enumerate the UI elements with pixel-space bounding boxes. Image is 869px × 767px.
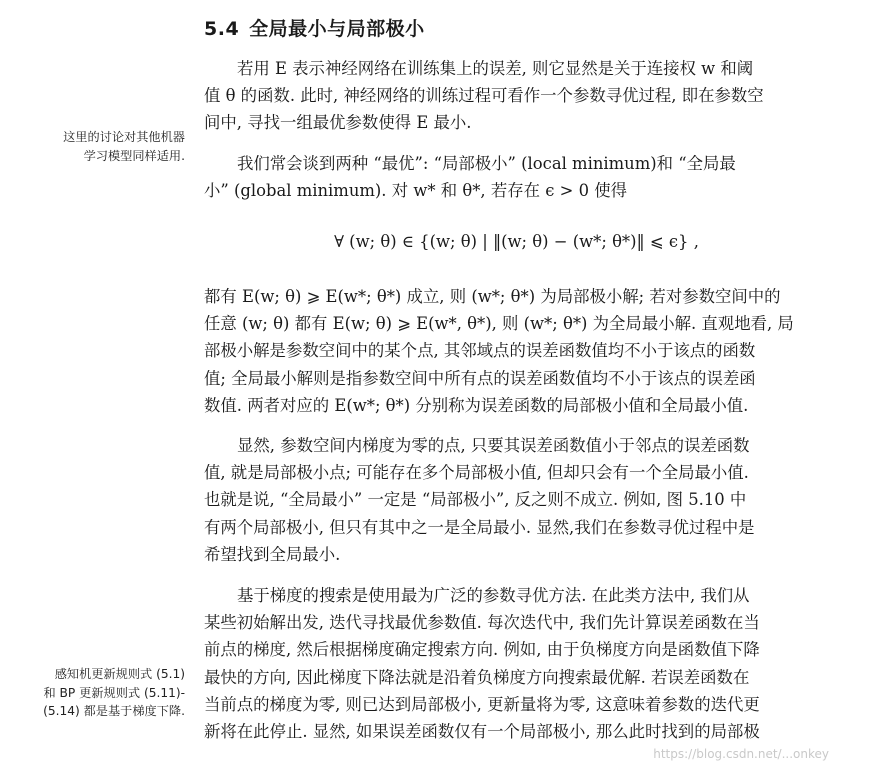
text-line: 也就是说, “全局最小” 一定是 “局部极小”, 反之则不成立. 例如, 图 5.10 中 — [204, 490, 747, 510]
text-line: 小” (global minimum). 对 w* 和 θ*, 若存在 ϵ > 0 使得 — [204, 181, 627, 201]
text-line: 基于梯度的搜索是使用最为广泛的参数寻优方法. 在此类方法中, 我们从 — [237, 586, 750, 605]
text-line: 新将在此停止. 显然, 如果误差函数仅有一个局部极小, 那么此时找到的局部极 — [204, 722, 760, 742]
section-number: 5.4 — [204, 18, 240, 40]
text-line: 数值. 两者对应的 E(w*; θ*) 分别称为误差函数的局部极小值和全局最小值. — [204, 395, 749, 415]
neighborhood-formula: ∀ (w; θ) ∈ {(w; θ) | ‖(w; θ) − (w*; θ*)‖ ⩽ ϵ} , — [334, 232, 699, 251]
margin-note — [20, 128, 185, 165]
section-title: 全局最小与局部极小 — [249, 18, 425, 40]
text-line: 值; 全局最小解则是指参数空间中所有点的误差函数值均不小于该点的误差函 — [204, 368, 756, 388]
text-line: 我们常会谈到两种 “最优”: “局部极小” (local minimum)和 “全局最 — [237, 154, 736, 173]
section-heading — [204, 14, 425, 41]
text-line: 值 θ 的函数. 此时, 神经网络的训练过程可看作一个参数寻优过程, 即在参数空 — [204, 86, 764, 106]
note-line: 感知机更新规则式 (5.1) — [54, 667, 185, 681]
text-line: 间中, 寻找一组最优参数使得 E 最小. — [204, 113, 472, 133]
text-line: 希望找到全局最小. — [204, 544, 341, 564]
text-line: 若用 E 表示神经网络在训练集上的误差, 则它显然是关于连接权 w 和阈 — [237, 59, 754, 78]
paragraph-definitions — [204, 283, 829, 419]
text-line: 当前点的梯度为零, 则已达到局部极小, 更新量将为零, 这意味着参数的迭代更 — [204, 694, 760, 714]
margin-note — [20, 665, 185, 721]
note-line: 学习模型同样适用. — [83, 148, 185, 163]
note-line: (5.14) 都是基于梯度下降. — [43, 704, 185, 718]
paragraph-gradient-search — [204, 582, 829, 745]
text-line: 有两个局部极小, 但只有其中之一是全局最小. 显然,我们在参数寻优过程中是 — [204, 517, 755, 537]
note-line: 和 BP 更新规则式 (5.11)- — [43, 685, 185, 700]
paragraph-optima — [204, 150, 829, 204]
text-line: 显然, 参数空间内梯度为零的点, 只要其误差函数值小于邻点的误差函数 — [237, 436, 750, 455]
text-line: 前点的梯度, 然后根据梯度确定搜索方向. 例如, 由于负梯度方向是函数值下降 — [204, 640, 760, 660]
text-line: 任意 (w; θ) 都有 E(w; θ) ⩾ E(w*, θ*), 则 (w*; θ*) 为全局最小解. 直观地看, 局 — [204, 314, 794, 334]
text-line: 都有 E(w; θ) ⩾ E(w*; θ*) 成立, 则 (w*; θ*) 为局部极小解; 若对参数空间中的 — [204, 287, 781, 306]
paragraph-intro — [204, 55, 829, 137]
watermark: https://blog.csdn.net/...onkey — [653, 747, 829, 761]
text-line: 最快的方向, 因此梯度下降法就是沿着负梯度方向搜索最优解. 若误差函数在 — [204, 667, 750, 687]
text-line: 值, 就是局部极小点; 可能存在多个局部极小值, 但却只会有一个全局最小值. — [204, 463, 749, 483]
note-line: 这里的讨论对其他机器 — [63, 130, 185, 144]
text-line: 某些初始解出发, 迭代寻找最优参数值. 每次迭代中, 我们先计算误差函数在当 — [204, 613, 760, 633]
paragraph-gradient-zero — [204, 432, 829, 568]
text-line: 部极小解是参数空间中的某个点, 其邻域点的误差函数值均不小于该点的函数 — [204, 341, 756, 361]
